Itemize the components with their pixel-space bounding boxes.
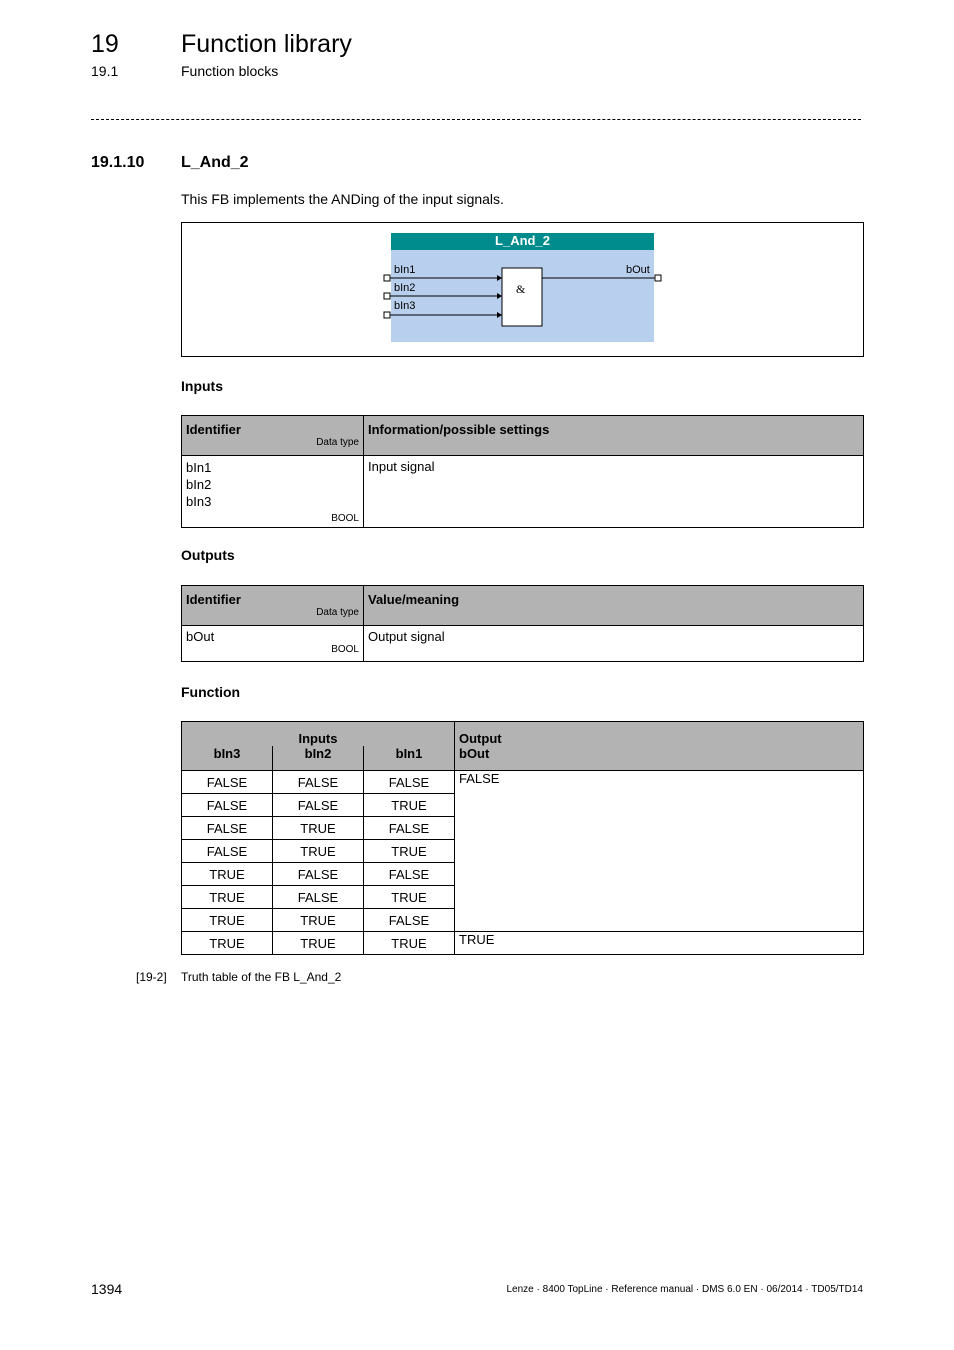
cell: TRUE — [364, 886, 455, 909]
inputs-heading: Inputs — [181, 378, 223, 394]
outputs-heading: Outputs — [181, 547, 235, 563]
datatype: BOOL — [331, 513, 359, 524]
col-identifier: Identifier — [186, 422, 241, 437]
cell: TRUE — [273, 932, 364, 955]
input-label-bin2: bIn2 — [394, 282, 416, 294]
cell: TRUE — [364, 840, 455, 863]
cell: TRUE — [273, 909, 364, 932]
id-bin1: bIn1 — [186, 460, 212, 475]
heading-title: L_And_2 — [181, 154, 249, 171]
col-bin3: bIn3 — [182, 746, 273, 771]
cell: TRUE — [273, 817, 364, 840]
col-bout: bOut — [455, 746, 864, 771]
cell: TRUE — [182, 886, 273, 909]
cell: TRUE — [182, 932, 273, 955]
cell: FALSE — [273, 863, 364, 886]
input-label-bin1: bIn1 — [394, 264, 416, 276]
section-number: 19.1 — [91, 63, 119, 79]
cell: FALSE — [182, 817, 273, 840]
cell: FALSE — [182, 840, 273, 863]
chapter-title: Function library — [181, 30, 352, 58]
cell: FALSE — [273, 886, 364, 909]
cell: TRUE — [182, 909, 273, 932]
output-false: FALSE — [455, 771, 864, 932]
section-title: Function blocks — [181, 63, 279, 79]
caption-number: [19-2] — [136, 970, 167, 984]
inputs-group-header: Inputs — [182, 722, 455, 746]
id-bout: bOut — [186, 629, 215, 644]
table-row — [182, 932, 864, 955]
cell: TRUE — [364, 932, 455, 955]
col-identifier: Identifier — [186, 592, 241, 607]
cell: FALSE — [364, 909, 455, 932]
truth-table — [181, 721, 864, 955]
chapter-number: 19 — [91, 30, 119, 58]
cell: FALSE — [182, 794, 273, 817]
fb-title: L_And_2 — [391, 233, 654, 250]
col-bin2: bIn2 — [273, 746, 364, 771]
output-true: TRUE — [455, 932, 864, 955]
info-text: Input signal — [368, 459, 435, 474]
info-text: Output signal — [368, 629, 445, 644]
inputs-table — [181, 415, 864, 528]
caption-text: Truth table of the FB L_And_2 — [181, 970, 342, 984]
cell: FALSE — [273, 794, 364, 817]
footer-text: Lenze · 8400 TopLine · Reference manual · DMS 6.0 EN · 06/2014 · TD05/TD14 — [506, 1284, 863, 1295]
cell: FALSE — [182, 771, 273, 794]
cell: TRUE — [364, 794, 455, 817]
cell: TRUE — [182, 863, 273, 886]
page-number: 1394 — [91, 1281, 123, 1297]
id-bin2: bIn2 — [186, 477, 212, 492]
function-heading: Function — [181, 684, 241, 700]
id-bin3: bIn3 — [186, 494, 212, 509]
col-datatype: Data type — [316, 607, 359, 618]
col-value: Value/meaning — [368, 592, 460, 607]
table-row — [182, 771, 864, 794]
output-group-header: Output — [455, 722, 864, 746]
divider — [91, 119, 861, 120]
intro-text: This FB implements the ANDing of the input signals. — [181, 191, 504, 207]
cell: TRUE — [273, 840, 364, 863]
heading-number: 19.1.10 — [91, 154, 145, 171]
cell: FALSE — [364, 817, 455, 840]
cell: FALSE — [273, 771, 364, 794]
and-symbol: & — [516, 282, 526, 296]
output-label-bout: bOut — [626, 264, 650, 276]
cell: FALSE — [364, 771, 455, 794]
col-bin1: bIn1 — [364, 746, 455, 771]
col-datatype: Data type — [316, 437, 359, 448]
cell: FALSE — [364, 863, 455, 886]
datatype: BOOL — [331, 644, 359, 655]
outputs-table — [181, 585, 864, 662]
input-label-bin3: bIn3 — [394, 300, 416, 312]
col-info: Information/possible settings — [368, 422, 550, 437]
